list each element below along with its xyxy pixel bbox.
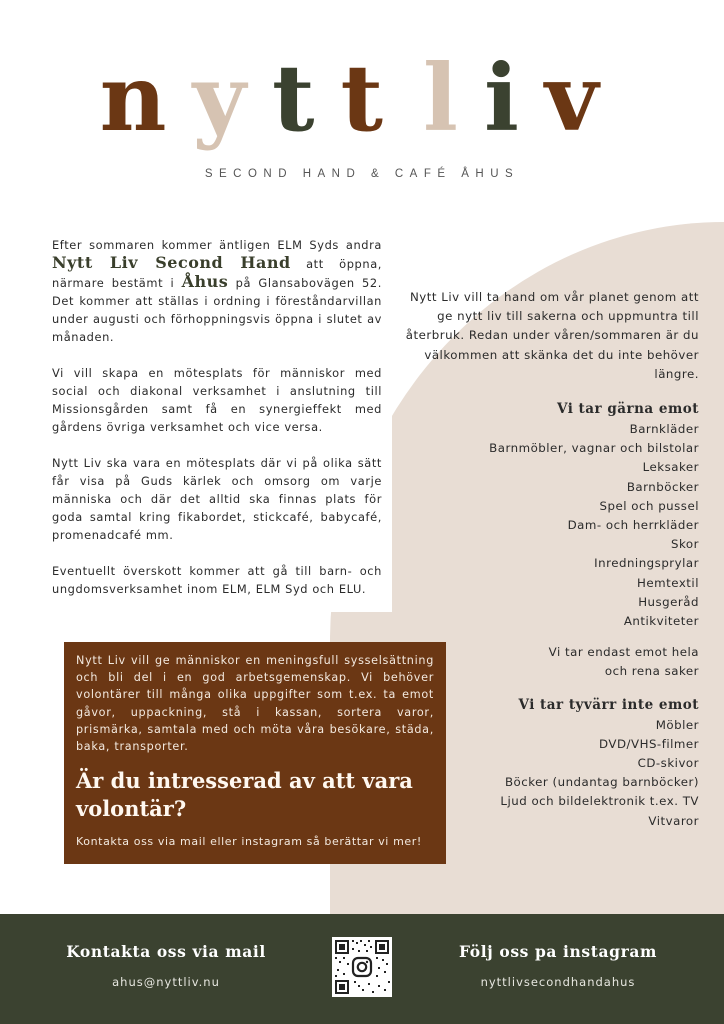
list-item: Dam- och herrkläder — [567, 518, 699, 533]
mail-address[interactable]: ahus@nyttliv.nu — [112, 975, 220, 989]
volunteer-text: Nytt Liv vill ge människor en meningsfull sysselsättning och bli del i en god arbetsgemenskap. Vi behöver volontärer till många olika uppgifter som t.ex. ta emot gåvor, uppackning, stå i kassan, sortera varor, prismärka, samtala med och möta våra besökare, städa, baka, transporter. — [76, 654, 434, 754]
paragraph-surplus: Eventuellt överskott kommer att gå till barn- och ungdomsverksamhet inom ELM, ELM Syd och ELU. — [52, 564, 382, 596]
footer-mail — [46, 942, 286, 989]
logo-letter: v — [544, 44, 625, 152]
intro-column — [52, 236, 382, 616]
list-item: DVD/VHS-filmer — [599, 736, 699, 751]
list-item: Vitvaror — [648, 813, 699, 828]
list-item: Skor — [671, 537, 699, 552]
accept-heading: Vi tar gärna emot — [556, 401, 699, 418]
logo-letter: i — [483, 44, 545, 152]
list-item: Hemtextil — [637, 575, 699, 590]
list-item: Antikviteter — [623, 614, 699, 629]
tagline: SECOND HAND & CAFÉ ÅHUS — [204, 168, 520, 180]
list-item: Husgeråd — [638, 594, 699, 609]
logo-letter: t — [271, 44, 341, 152]
volunteer-box — [64, 642, 446, 864]
footer — [0, 914, 724, 1024]
logo-letter: t — [340, 44, 409, 152]
shop-name: Nytt Liv Second Hand — [52, 253, 291, 272]
place-name: Åhus — [181, 272, 229, 291]
qr-code-graphic — [332, 937, 392, 997]
list-item: Barnkläder — [629, 422, 699, 437]
footer-instagram — [438, 942, 678, 989]
list-item: Spel och pussel — [599, 498, 699, 513]
accept-list — [399, 420, 699, 631]
instagram-heading: Följ oss pa instagram — [459, 942, 657, 961]
mail-heading: Kontakta oss via mail — [66, 942, 266, 961]
list-item: Ljud och bildelektronik t.ex. TV — [500, 794, 699, 809]
logo-letter: l — [422, 44, 484, 152]
list-item: Barnmöbler, vagnar och bilstolar — [489, 441, 699, 456]
logo-letter: n — [99, 44, 193, 152]
paragraph-mission: Nytt Liv ska vara en mötesplats där vi på olika sätt får visa på Guds kärlek och omsorg om varje människa och där det alltid ska finnas plats för goda samtal kring fikabordet, stickcafé, babycafé, promenadcafé mm. — [52, 456, 382, 542]
qr-code-icon — [332, 937, 392, 997]
instagram-handle[interactable]: nyttlivsecondhandahus — [480, 975, 636, 989]
logo-letter: y — [192, 44, 272, 152]
paragraph-meeting-place: Vi vill skapa en mötesplats för människor med social och diakonal verksamhet i anslutning till Missionsgården samt få en synergieffekt med gårdens övriga verksamhet och vice versa. — [52, 366, 382, 434]
list-item: Möbler — [655, 717, 699, 732]
condition-note: Vi tar endast emot hela och rena saker — [548, 645, 699, 679]
reject-heading: Vi tar tyvärr inte emot — [518, 696, 699, 713]
volunteer-contact: Kontakta oss via mail eller instagram så berättar vi mer! — [76, 835, 422, 849]
list-item: Inredningsprylar — [594, 556, 699, 571]
volunteer-heading: Är du intresserad av att vara volontär? — [76, 768, 413, 822]
logo — [0, 44, 724, 152]
list-item: Barnböcker — [626, 479, 699, 494]
list-item: Böcker (undantag barnböcker) — [504, 775, 699, 790]
list-item: Leksaker — [642, 460, 699, 475]
paragraph-opening: Efter sommaren kommer äntligen ELM Syds andra Nytt Liv Second Hand att öppna, närmare bestämt i Åhus på Glansabovägen 52. Det kommer att ställas i ordning i föreståndarvillan under augusti och förhoppningsvis öppna i slutet av månaden. — [52, 238, 382, 344]
donation-intro: Nytt Liv vill ta hand om vår planet genom att ge nytt liv till sakerna och uppmuntra till återbruk. Redan under våren/sommaren är du välkommen att skänka det du inte behöver längre. — [405, 290, 699, 381]
list-item: CD-skivor — [637, 756, 699, 771]
